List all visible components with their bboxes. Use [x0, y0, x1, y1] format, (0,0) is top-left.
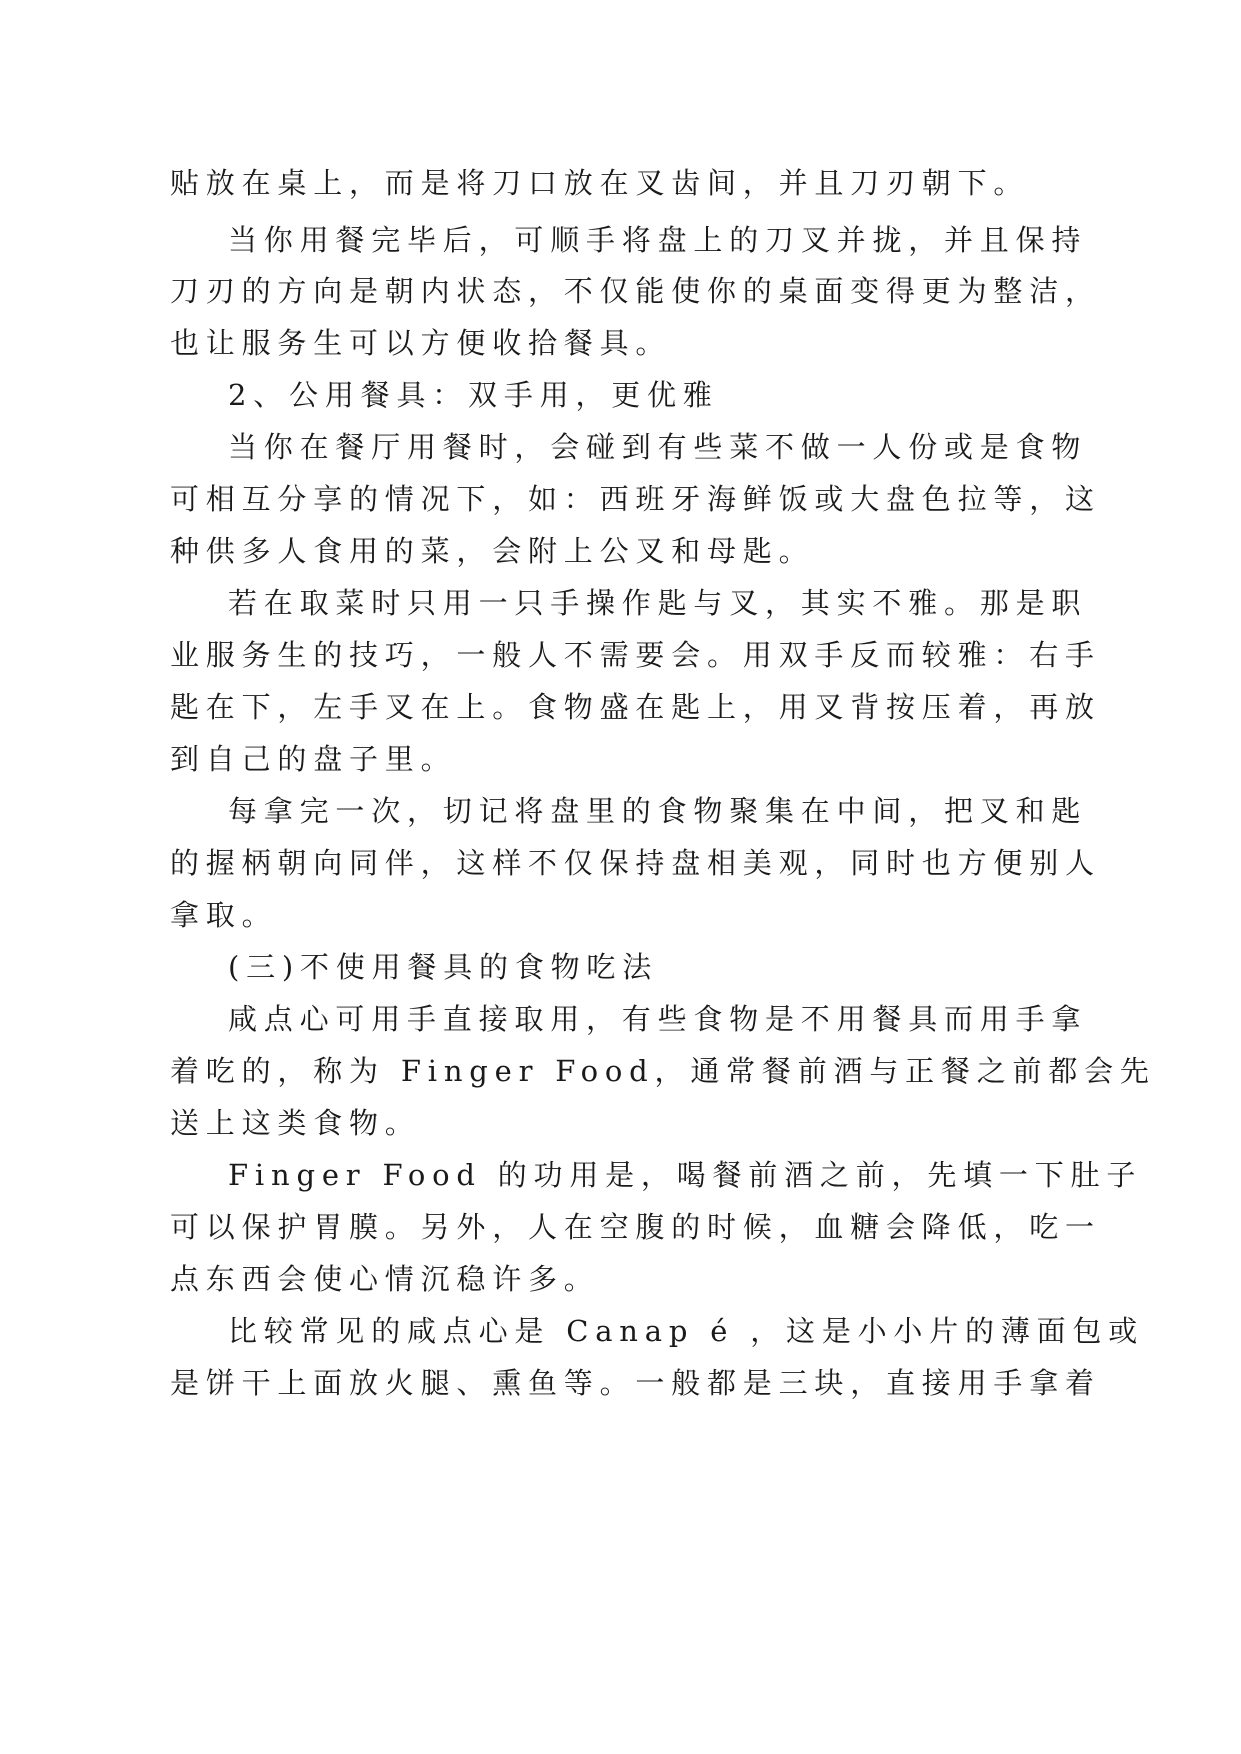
- text-line: 可相互分享的情况下，如：西班牙海鲜饭或大盘色拉等，这: [170, 482, 1101, 516]
- text-line: 点东西会使心情沉稳许多。: [170, 1262, 600, 1296]
- paragraph-first-line: 当你在餐厅用餐时，会碰到有些菜不做一人份或是食物: [228, 430, 1088, 464]
- paragraph-first-line: Finger Food 的功用是，喝餐前酒之前，先填一下肚子: [228, 1158, 1143, 1192]
- text-line: 到自己的盘子里。: [170, 742, 457, 776]
- text-line: 业服务生的技巧，一般人不需要会。用双手反而较雅：右手: [170, 638, 1101, 672]
- text-line: 也让服务生可以方便收拾餐具。: [170, 326, 672, 360]
- section-heading: (三)不使用餐具的食物吃法: [228, 950, 659, 984]
- text-line: 可以保护胃膜。另外，人在空腹的时候，血糖会降低，吃一: [170, 1210, 1101, 1244]
- paragraph-first-line: 每拿完一次，切记将盘里的食物聚集在中间，把叉和匙: [228, 794, 1088, 828]
- section-heading: 2、公用餐具：双手用，更优雅: [228, 378, 719, 412]
- paragraph-first-line: 若在取菜时只用一只手操作匙与叉，其实不雅。那是职: [228, 586, 1088, 620]
- paragraph-first-line: 咸点心可用手直接取用，有些食物是不用餐具而用手拿: [228, 1002, 1088, 1036]
- text-line: 拿取。: [170, 898, 278, 932]
- text-line: 的握柄朝向同伴，这样不仅保持盘相美观，同时也方便别人: [170, 846, 1101, 880]
- text-line: 是饼干上面放火腿、熏鱼等。一般都是三块，直接用手拿着: [170, 1366, 1101, 1400]
- text-line: 刀刃的方向是朝内状态，不仅能使你的桌面变得更为整洁，: [170, 274, 1101, 308]
- text-line: 着吃的，称为 Finger Food，通常餐前酒与正餐之前都会先: [170, 1054, 1156, 1088]
- text-line: 种供多人食用的菜，会附上公叉和母匙。: [170, 534, 815, 568]
- text-line: 贴放在桌上，而是将刀口放在叉齿间，并且刀刃朝下。: [170, 166, 1030, 200]
- text-line: 匙在下，左手叉在上。食物盛在匙上，用叉背按压着，再放: [170, 690, 1101, 724]
- paragraph-first-line: 当你用餐完毕后，可顺手将盘上的刀叉并拢，并且保持: [228, 223, 1088, 257]
- text-line: 送上这类食物。: [170, 1106, 421, 1140]
- paragraph-first-line: 比较常见的咸点心是 Canap é ，这是小小片的薄面包或: [228, 1314, 1145, 1348]
